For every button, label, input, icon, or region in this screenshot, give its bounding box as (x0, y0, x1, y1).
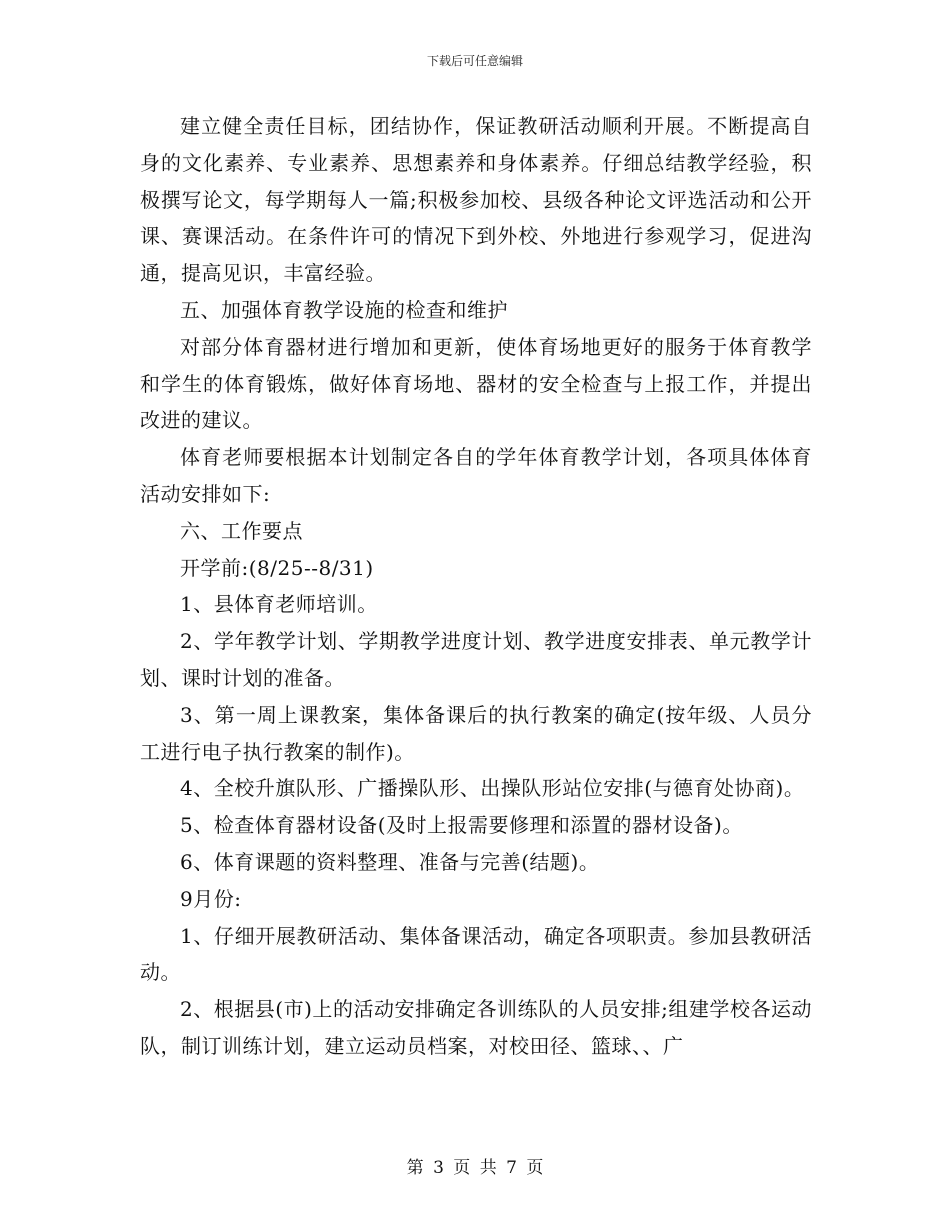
list-item: 5、检查体育器材设备(及时上报需要修理和添置的器材设备)。 (180, 813, 743, 838)
page-number: 第 3 页 共 7 页 (406, 1158, 544, 1178)
section-heading: 六、工作要点 (180, 518, 303, 543)
list-item: 2、学年教学计划、学期教学进度计划、教学进度安排表、单元教学计划、课时计划的准备。 (140, 629, 812, 690)
list-item: 6、体育课题的资料整理、准备与完善(结题)。 (180, 849, 600, 874)
section-heading: 五、加强体育教学设施的检查和维护 (180, 297, 508, 322)
paragraph: 体育老师要根据本计划制定各自的学年体育教学计划，各项具体体育活动安排如下: (140, 445, 812, 506)
list-item: 1、县体育老师培训。 (180, 592, 378, 617)
page-header: 下载后可任意编辑 (426, 54, 523, 68)
period-heading: 9月份: (180, 886, 242, 911)
list-item: 3、第一周上课教案，集体备课后的执行教案的确定(按年级、人员分工进行电子执行教案的制作)。 (140, 702, 812, 764)
paragraph: 对部分体育器材进行增加和更新，使体育场地更好的服务于体育教学和学生的体育锻炼，做好体育场地、器材的安全检查与上报工作，并提出改进的建议。 (140, 334, 812, 433)
paragraph: 建立健全责任目标，团结协作，保证教研活动顺利开展。不断提高自身的文化素养、专业素养、思想素养和身体素养。仔细总结教学经验，积极撰写论文，每学期每人一篇;积极参加校、县级各种论文评选活动和公开课、赛课活动。在条件许可的情况下到外校、外地进行参观学习，促进沟通，提高见识，丰富经验。 (140, 114, 812, 286)
list-item: 4、全校升旗队形、广播操队形、出操队形站位安排(与德育处协商)。 (180, 776, 805, 801)
period-heading: 开学前:(8/25--8/31) (180, 555, 374, 580)
list-item: 1、仔细开展教研活动、集体备课活动，确定各项职责。参加县教研活动。 (140, 923, 812, 985)
document-body (140, 108, 812, 1065)
list-item: 2、根据县(市)上的活动安排确定各训练队的人员安排;组建学校各运动队，制订训练计划，建立运动员档案，对校田径、篮球、、广 (140, 997, 812, 1058)
